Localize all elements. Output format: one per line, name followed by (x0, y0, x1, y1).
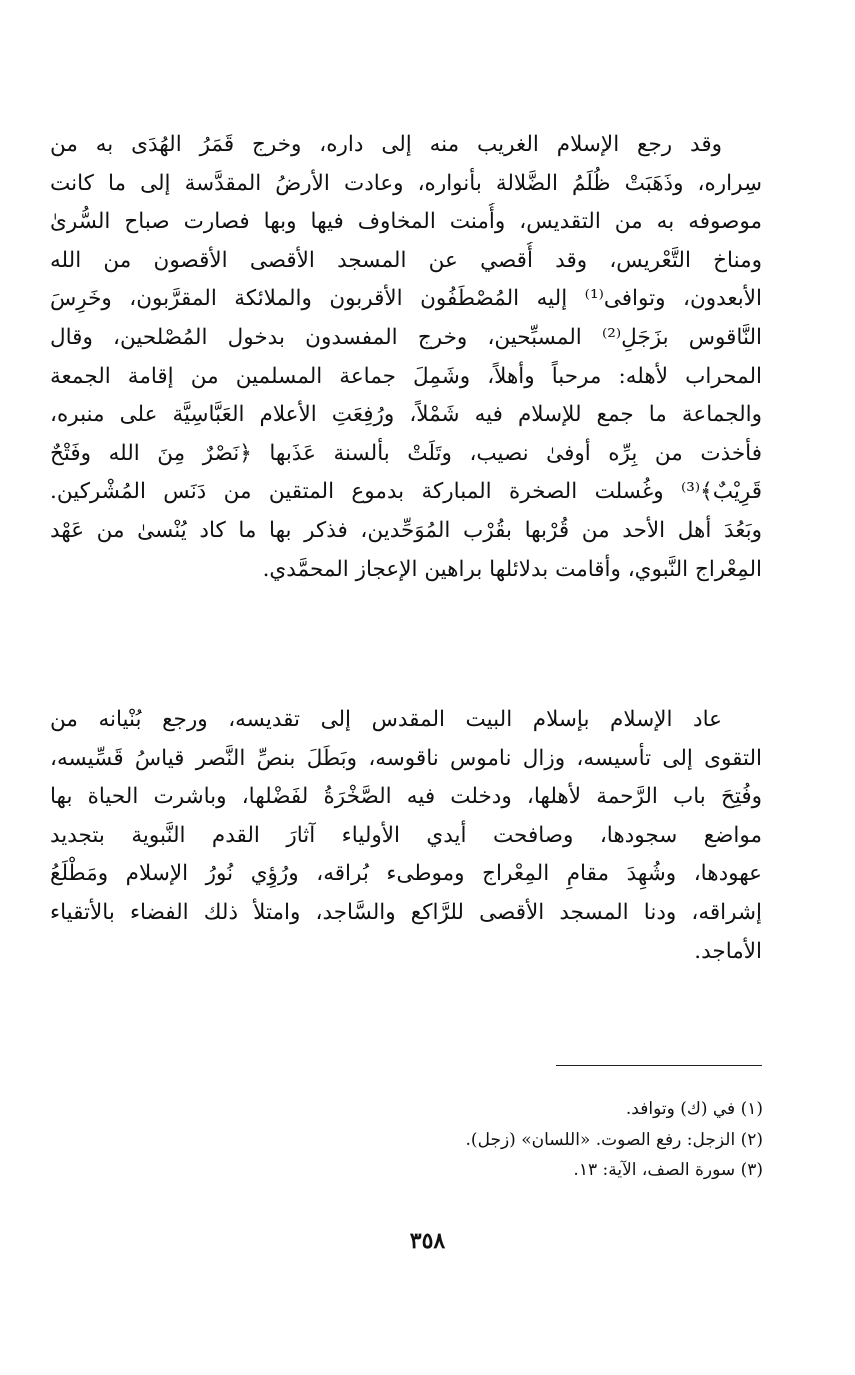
paragraph-1-line: سِراره، وذَهَبَتْ ظُلَمُ الضَّلالة بأنواره، وعادت الأرضُ المقدَّسة إلى ما كانت (50, 170, 762, 196)
paragraph-2-line: التقوى إلى تأسيسه، وزال ناموس ناقوسه، وبَطَلَ بنصِّ النَّصر قياسُ قَسِّيسه، (50, 745, 762, 771)
paragraph-1-line: والجماعة ما جمع للإسلام فيه شَمْلاً، ورُفِعَتِ الأعلام العَبَّاسِيَّة على منبره، (50, 402, 762, 428)
paragraph-1-line: موصوفه به من التقديس، وأُمنت المخاوف فيها وبها فصارت صباح السُّرىٰ (50, 209, 762, 235)
paragraph-1-line: قَرِيْبٌ﴾⁽³⁾ وغُسلت الصخرة المباركة بدموع المتقين من دَنَس المُشْركين. (50, 479, 762, 505)
paragraph-2-line: الأماجد. (694, 938, 762, 964)
paragraph-2-line: عاد الإسلام بإسلام البيت المقدس إلى تقديسه، ورجع بُنْيانه من (50, 707, 722, 732)
paragraph-1-line: الأبعدون، وتوافى⁽¹⁾ إليه المُصْطَفُون الأقربون والملائكة المقرَّبون، وخَرِسَ (50, 286, 762, 312)
paragraph-1 (50, 126, 762, 589)
footnote-separator (556, 1065, 762, 1066)
page-number: ٣٥٨ (409, 1228, 446, 1254)
paragraph-1-line: ومناخ التَّعْريس، وقد أُقصي عن المسجد الأقصى الأقصون من الله (50, 247, 762, 273)
paragraph-1-line: النَّاقوس بزَجَلِ⁽²⁾ المسبِّحين، وخرج المفسدون بدخول المُصْلحين، وقال (50, 324, 762, 350)
paragraph-2-line: عهودها، وشُهِدَ مقامِ المِعْراج وموطىء بُراقه، ورُؤِي نُورُ الإسلام ومَطْلَعُ (50, 861, 762, 887)
paragraph-2-line: إشراقه، ودنا المسجد الأقصى للرَّاكع والسَّاجد، وامتلأ ذلك الفضاء بالأتقياء (50, 899, 762, 925)
footnote-2: (٢) الزجل: رفع الصوت. «اللسان» (زجل). (465, 1129, 763, 1150)
paragraph-1-line: وقد رجع الإسلام الغريب منه إلى داره، وخرج قَمَرُ الهُدَى به من (50, 132, 722, 157)
footnote-3: (٣) سورة الصف، الآية: ١٣. (573, 1160, 763, 1180)
paragraph-2-line: مواضع سجودها، وصافحت أيدي الأولياء آثارَ القدم النَّبوية بتجديد (50, 822, 762, 848)
footnotes (163, 1094, 763, 1186)
paragraph-1-line: المحراب لأهله: مرحباً وأهلاً، وشَمِلَ جماعة المسلمين من إقامة الجمعة (50, 363, 762, 389)
footnote-1: (١) في (ك) وتوافد. (625, 1099, 763, 1119)
paragraph-2-line: وفُتِحَ باب الرَّحمة لأهلها، ودخلت فيه الصَّخْرَةُ لفَضْلها، وباشرت الحياة بها (50, 784, 762, 810)
paragraph-1-line: وبَعُدَ أهل الأحد من قُرْبها بقُرْب المُوَحِّدين، فذكر بها ما كاد يُنْسىٰ من عَهْد (50, 517, 762, 543)
paragraph-2 (50, 701, 762, 971)
paragraph-1-line: المِعْراج النَّبوي، وأقامت بدلائلها براهين الإعجاز المحمَّدي. (262, 556, 762, 582)
paragraph-1-line: فأخذت من بِرِّه أوفىٰ نصيب، وتَلَتْ بألسنة عَذَبها ﴿نَصْرٌ مِنَ الله وفَتْحٌ (50, 440, 762, 466)
